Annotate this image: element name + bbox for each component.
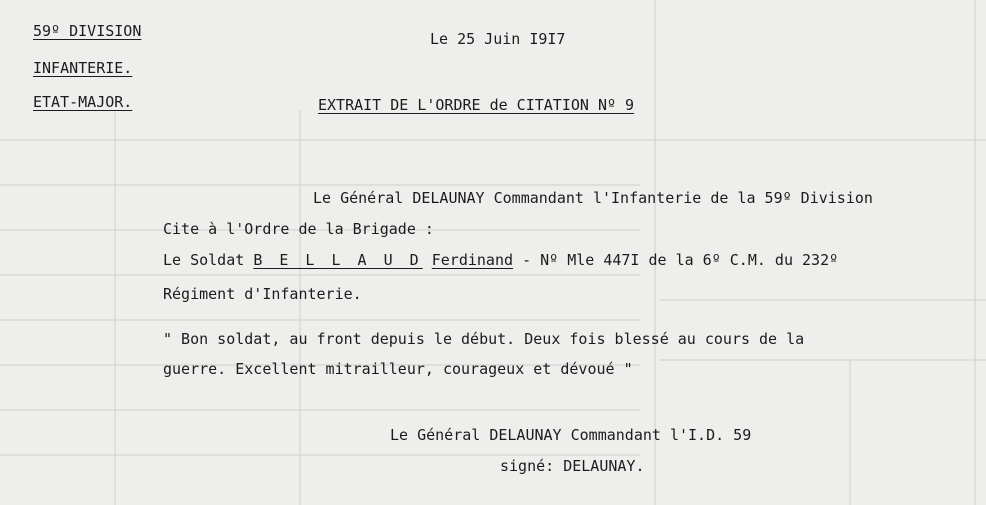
division-label: 59º DIVISION xyxy=(33,22,142,40)
citation-quote-line-1: " Bon soldat, au front depuis le début. Deux fois blessé au cours de la xyxy=(163,330,805,348)
document-date: Le 25 Juin I9I7 xyxy=(430,30,566,48)
soldier-details: - Nº Mle 447I de la 6º C.M. du 232º xyxy=(522,251,839,269)
citation-quote-line-2: guerre. Excellent mitrailleur, courageux et dévoué " xyxy=(163,360,633,378)
infanterie-label: INFANTERIE. xyxy=(33,59,133,77)
soldier-line xyxy=(163,251,838,269)
signatory-line: Le Général DELAUNAY Commandant l'I.D. 59 xyxy=(390,426,752,444)
soldier-prefix: Le Soldat xyxy=(163,251,245,269)
signature-line: signé: DELAUNAY. xyxy=(500,457,645,475)
regiment-line: Régiment d'Infanterie. xyxy=(163,285,362,303)
document-title: EXTRAIT DE L'ORDRE de CITATION Nº 9 xyxy=(318,96,635,114)
soldier-firstname: Ferdinand xyxy=(431,251,514,269)
issuer-line: Le Général DELAUNAY Commandant l'Infanterie de la 59º Division xyxy=(313,189,873,207)
soldier-surname: B E L L A U D xyxy=(253,251,423,269)
etat-major-label: ETAT-MAJOR. xyxy=(33,93,133,111)
citation-level: Cite à l'Ordre de la Brigade : xyxy=(163,220,434,238)
